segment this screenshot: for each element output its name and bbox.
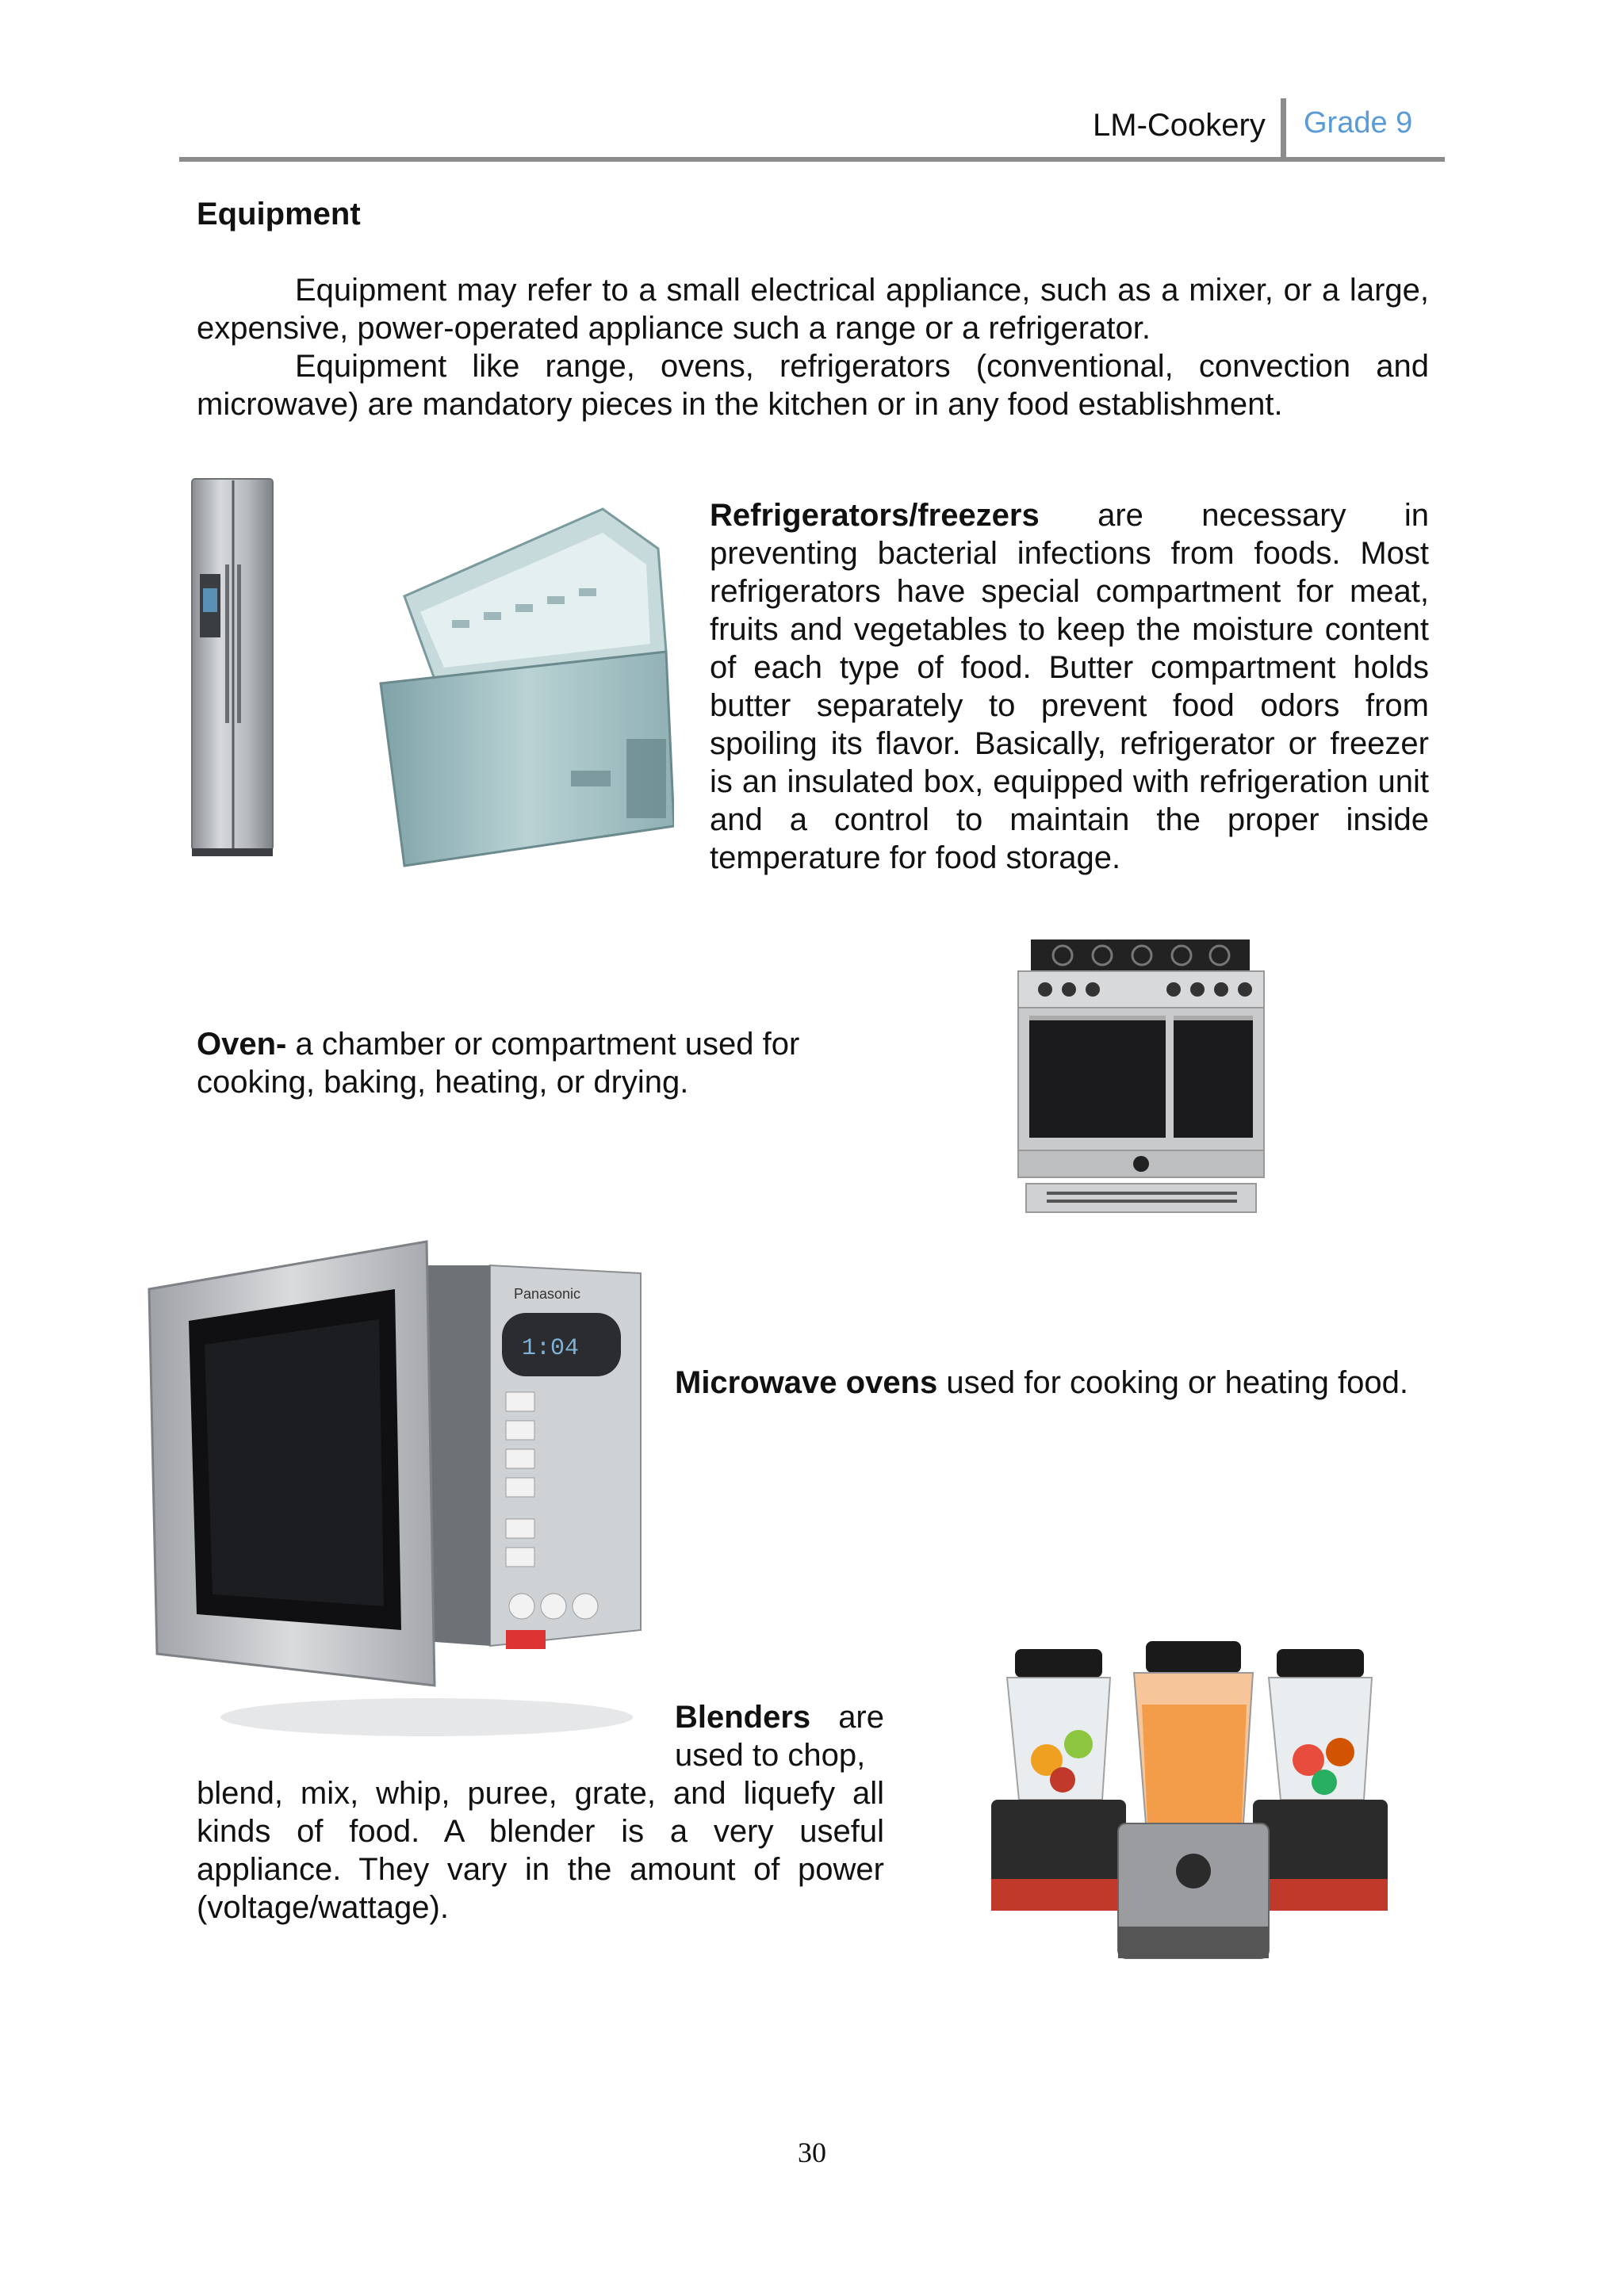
header-separator <box>1281 98 1286 159</box>
blenders-text-body: blend, mix, whip, puree, grate, and liquefy all kinds of food. A blender is a very useful appliance. They vary in the amount of power (voltage/wattage). <box>197 1776 884 1925</box>
header-title: LM-Cookery <box>1093 108 1266 143</box>
blenders-text-top <box>675 1698 884 1774</box>
microwave-brand: Panasonic <box>514 1286 581 1302</box>
oven-text <box>197 1025 847 1101</box>
refrigerators-description: are necessary in preventing bacterial infections from foods. Most refrigerators have special compartment for meat, fruits and vegetables to keep the moisture content of each type of food. Butter compartment holds butter separately to prevent food odors from spoiling its flavor. Basically, refrigerator or freezer is an insulated box, equipped with refrigeration unit and a control to maintain the proper inside temperature for food storage. <box>710 498 1429 875</box>
intro-paragraph-1: Equipment may refer to a small electrical appliance, such as a mixer, or a large, expensive, power-operated appliance such a range or a refrigerator. <box>197 273 1429 346</box>
blenders-description-top: are used to chop, <box>675 1700 884 1773</box>
refrigerators-term: Refrigerators/freezers <box>710 498 1040 533</box>
intro-text <box>197 271 1429 423</box>
microwave-text <box>675 1364 1429 1402</box>
chest-freezer-image <box>373 501 674 874</box>
oven-term: Oven- <box>197 1027 287 1062</box>
refrigerators-text <box>710 496 1429 877</box>
microwave-description: used for cooking or heating food. <box>937 1365 1408 1400</box>
microwave-display: 1:04 <box>522 1335 580 1362</box>
microwave-image <box>141 1234 645 1744</box>
blenders-term: Blenders <box>675 1700 811 1735</box>
blenders-image <box>983 1641 1404 1974</box>
oven-description: a chamber or compartment used for cooking, baking, heating, or drying. <box>197 1027 800 1100</box>
section-heading: Equipment <box>197 197 361 232</box>
header-rule <box>179 157 1445 162</box>
page-number: 30 <box>798 2137 826 2168</box>
header-grade: Grade 9 <box>1304 106 1413 140</box>
intro-paragraph-2: Equipment like range, ovens, refrigerators (conventional, convection and microwave) are mandatory pieces in the kitchen or in any food establishment. <box>197 349 1429 422</box>
refrigerator-image <box>190 477 274 858</box>
range-oven-image <box>1015 939 1267 1217</box>
microwave-term: Microwave ovens <box>675 1365 938 1400</box>
